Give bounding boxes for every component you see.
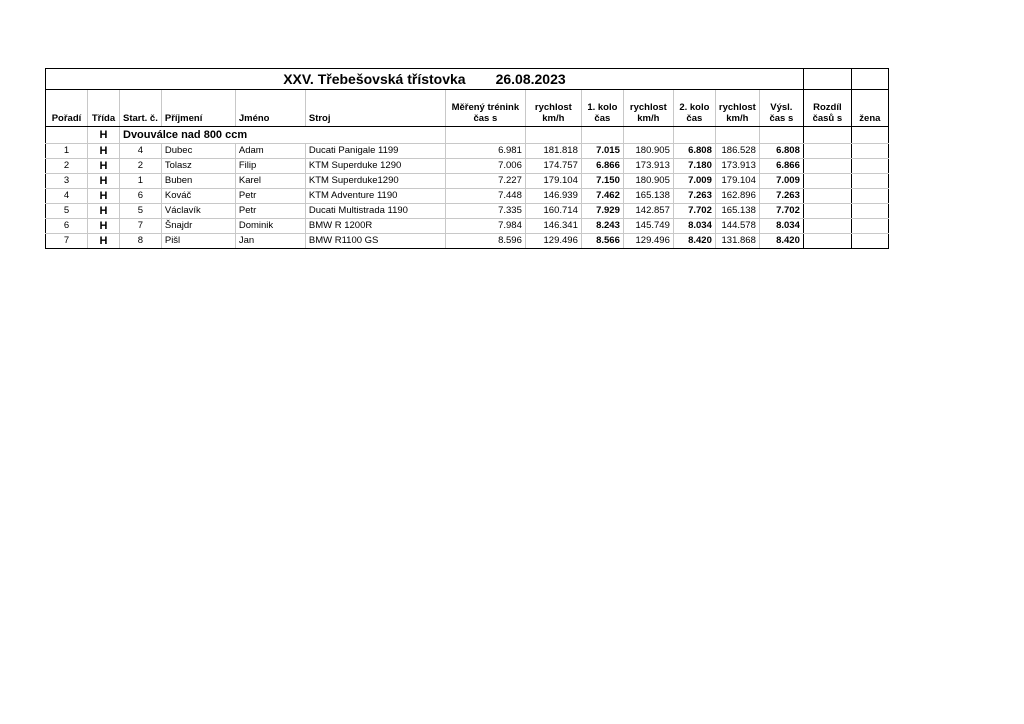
cell-rozdil <box>803 219 851 234</box>
cell-prijmeni: Dubec <box>161 144 235 159</box>
cell-rychlost-a: 129.496 <box>525 234 581 249</box>
cell-rychlost-b: 180.905 <box>623 144 673 159</box>
cell-stroj: KTM Superduke1290 <box>305 174 445 189</box>
cell-trida: H <box>88 159 120 174</box>
cell-trida: H <box>88 219 120 234</box>
cell-trida: H <box>88 144 120 159</box>
cell-poradi: 3 <box>46 174 88 189</box>
cell-kolo1: 8.243 <box>581 219 623 234</box>
cell-start: 4 <box>120 144 162 159</box>
cell-kolo1: 7.015 <box>581 144 623 159</box>
cell-zena <box>851 159 888 174</box>
header-kolo1 <box>581 90 623 127</box>
header-rychlost-c-line2: km/h <box>726 113 749 124</box>
title-blank-rozdil <box>803 69 851 90</box>
cell-rychlost-a: 174.757 <box>525 159 581 174</box>
header-rychlost-a-line1: rychlost <box>534 102 572 113</box>
table-row <box>46 144 889 159</box>
cell-rychlost-c: 165.138 <box>715 204 759 219</box>
cell-trida: H <box>88 234 120 249</box>
cell-jmeno: Filip <box>235 159 305 174</box>
cell-jmeno: Dominik <box>235 219 305 234</box>
cell-rozdil <box>803 204 851 219</box>
table-row <box>46 159 889 174</box>
cell-prijmeni: Buben <box>161 174 235 189</box>
cell-start: 8 <box>120 234 162 249</box>
class-blank-cell <box>803 127 851 144</box>
cell-kolo2: 8.034 <box>673 219 715 234</box>
header-row <box>46 90 889 127</box>
cell-kolo1: 7.462 <box>581 189 623 204</box>
cell-poradi: 6 <box>46 219 88 234</box>
header-kolo1-line1: 1. kolo <box>587 102 618 113</box>
cell-stroj: BMW R1100 GS <box>305 234 445 249</box>
class-blank-cell <box>673 127 715 144</box>
cell-trenink: 6.981 <box>445 144 525 159</box>
cell-trenink: 7.227 <box>445 174 525 189</box>
cell-rychlost-a: 146.341 <box>525 219 581 234</box>
cell-start: 1 <box>120 174 162 189</box>
table-row <box>46 204 889 219</box>
class-blank-cell <box>715 127 759 144</box>
cell-vysl: 8.034 <box>759 219 803 234</box>
cell-rychlost-c: 173.913 <box>715 159 759 174</box>
cell-trenink: 7.335 <box>445 204 525 219</box>
cell-poradi: 4 <box>46 189 88 204</box>
cell-rozdil <box>803 159 851 174</box>
cell-prijmeni: Tolasz <box>161 159 235 174</box>
header-stroj: Stroj <box>305 90 445 127</box>
header-kolo2-line1: 2. kolo <box>679 102 710 113</box>
class-blank-cell <box>851 127 888 144</box>
cell-rozdil <box>803 189 851 204</box>
cell-kolo1: 8.566 <box>581 234 623 249</box>
class-blank-cell <box>581 127 623 144</box>
cell-rychlost-b: 165.138 <box>623 189 673 204</box>
header-rozdil-line1: Rozdíl <box>813 102 842 113</box>
cell-kolo2: 7.702 <box>673 204 715 219</box>
cell-trenink: 7.006 <box>445 159 525 174</box>
title-blank-zena <box>851 69 888 90</box>
header-trida: Třída <box>88 90 120 127</box>
cell-trida: H <box>88 189 120 204</box>
cell-prijmeni: Pišl <box>161 234 235 249</box>
cell-vysl: 8.420 <box>759 234 803 249</box>
header-kolo2 <box>673 90 715 127</box>
cell-rychlost-c: 179.104 <box>715 174 759 189</box>
table-row <box>46 234 889 249</box>
cell-vysl: 6.808 <box>759 144 803 159</box>
cell-poradi: 2 <box>46 159 88 174</box>
cell-zena <box>851 219 888 234</box>
event-date: 26.08.2023 <box>495 71 566 87</box>
cell-kolo2: 8.420 <box>673 234 715 249</box>
cell-kolo2: 6.808 <box>673 144 715 159</box>
cell-zena <box>851 234 888 249</box>
cell-jmeno: Jan <box>235 234 305 249</box>
class-code: H <box>88 127 120 144</box>
header-rozdil <box>803 90 851 127</box>
cell-stroj: Ducati Panigale 1199 <box>305 144 445 159</box>
header-trenink-line1: Měřený trénink <box>451 102 520 113</box>
cell-zena <box>851 174 888 189</box>
header-zena: žena <box>851 90 888 127</box>
header-kolo1-line2: čas <box>594 113 611 124</box>
cell-rychlost-b: 145.749 <box>623 219 673 234</box>
cell-rychlost-c: 144.578 <box>715 219 759 234</box>
cell-stroj: Ducati Multistrada 1190 <box>305 204 445 219</box>
results-table <box>45 68 889 249</box>
cell-rychlost-b: 180.905 <box>623 174 673 189</box>
cell-kolo2: 7.009 <box>673 174 715 189</box>
cell-rychlost-c: 131.868 <box>715 234 759 249</box>
cell-vysl: 7.263 <box>759 189 803 204</box>
table-row <box>46 189 889 204</box>
cell-rychlost-a: 181.818 <box>525 144 581 159</box>
header-rychlost-a-line2: km/h <box>542 113 565 124</box>
result-rows <box>46 144 889 249</box>
cell-trenink: 8.596 <box>445 234 525 249</box>
cell-kolo1: 7.150 <box>581 174 623 189</box>
cell-rychlost-a: 160.714 <box>525 204 581 219</box>
cell-zena <box>851 144 888 159</box>
cell-zena <box>851 189 888 204</box>
cell-rozdil <box>803 174 851 189</box>
header-prijmeni: Příjmení <box>161 90 235 127</box>
cell-rychlost-b: 142.857 <box>623 204 673 219</box>
cell-trida: H <box>88 174 120 189</box>
cell-rozdil <box>803 234 851 249</box>
cell-prijmeni: Václavík <box>161 204 235 219</box>
cell-rychlost-a: 179.104 <box>525 174 581 189</box>
cell-trida: H <box>88 204 120 219</box>
header-rozdil-line2: časů s <box>812 113 843 124</box>
cell-jmeno: Adam <box>235 144 305 159</box>
cell-trenink: 7.448 <box>445 189 525 204</box>
cell-kolo2: 7.263 <box>673 189 715 204</box>
cell-vysl: 7.702 <box>759 204 803 219</box>
cell-jmeno: Karel <box>235 174 305 189</box>
header-jmeno: Jméno <box>235 90 305 127</box>
header-kolo2-line2: čas <box>686 113 703 124</box>
cell-trenink: 7.984 <box>445 219 525 234</box>
class-row <box>46 127 889 144</box>
header-rychlost-b <box>623 90 673 127</box>
cell-start: 6 <box>120 189 162 204</box>
table-row <box>46 219 889 234</box>
cell-prijmeni: Šnajdr <box>161 219 235 234</box>
cell-kolo2: 7.180 <box>673 159 715 174</box>
table-row <box>46 174 889 189</box>
header-rychlost-c <box>715 90 759 127</box>
class-blank-cell <box>525 127 581 144</box>
header-trenink-line2: čas s <box>473 113 498 124</box>
cell-rozdil <box>803 144 851 159</box>
class-name: Dvouválce nad 800 ccm <box>120 127 446 144</box>
class-blank-cell <box>623 127 673 144</box>
cell-start: 7 <box>120 219 162 234</box>
title-cell <box>46 69 804 90</box>
cell-rychlost-b: 129.496 <box>623 234 673 249</box>
header-poradi: Pořadí <box>46 90 88 127</box>
cell-stroj: KTM Superduke 1290 <box>305 159 445 174</box>
cell-start: 5 <box>120 204 162 219</box>
header-vysl-line1: Výsl. <box>770 102 793 113</box>
cell-poradi: 1 <box>46 144 88 159</box>
cell-rychlost-c: 162.896 <box>715 189 759 204</box>
cell-rychlost-a: 146.939 <box>525 189 581 204</box>
header-start: Start. č. <box>120 90 162 127</box>
cell-jmeno: Petr <box>235 189 305 204</box>
cell-prijmeni: Kováč <box>161 189 235 204</box>
cell-stroj: KTM Adventure 1190 <box>305 189 445 204</box>
page-title: XXV. Třebešovská třístovka <box>283 71 466 87</box>
header-rychlost-b-line1: rychlost <box>629 102 667 113</box>
title-row <box>46 69 889 90</box>
cell-poradi: 5 <box>46 204 88 219</box>
header-rychlost-a <box>525 90 581 127</box>
header-rychlost-b-line2: km/h <box>637 113 660 124</box>
cell-rychlost-c: 186.528 <box>715 144 759 159</box>
cell-vysl: 7.009 <box>759 174 803 189</box>
header-vysl-line2: čas s <box>769 113 794 124</box>
cell-stroj: BMW R 1200R <box>305 219 445 234</box>
cell-start: 2 <box>120 159 162 174</box>
cell-poradi: 7 <box>46 234 88 249</box>
class-blank-cell <box>759 127 803 144</box>
header-trenink <box>445 90 525 127</box>
cell-kolo1: 6.866 <box>581 159 623 174</box>
class-blank-cell <box>445 127 525 144</box>
cell-kolo1: 7.929 <box>581 204 623 219</box>
header-vysl <box>759 90 803 127</box>
cell-zena <box>851 204 888 219</box>
cell-rychlost-b: 173.913 <box>623 159 673 174</box>
header-rychlost-c-line1: rychlost <box>718 102 756 113</box>
cell-jmeno: Petr <box>235 204 305 219</box>
class-blank <box>46 127 88 144</box>
cell-vysl: 6.866 <box>759 159 803 174</box>
